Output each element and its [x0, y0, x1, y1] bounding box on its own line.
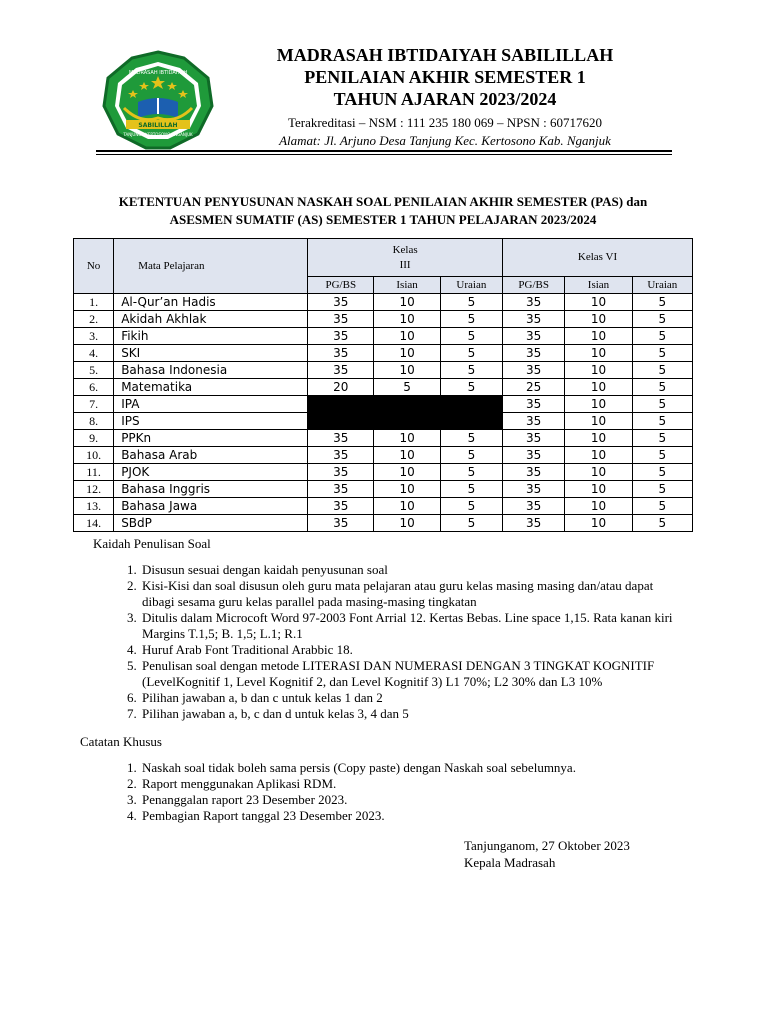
- signature-block: [464, 837, 630, 871]
- k6-pgbs-value: 35: [503, 294, 565, 311]
- subject-name: Al-Qur’an Hadis: [114, 294, 308, 311]
- subject-name: Matematika: [114, 379, 308, 396]
- catatan-item: 1. Naskah soal tidak boleh sama persis (Copy paste) dengan Naskah soal sebelumnya.: [140, 760, 680, 776]
- logo-band-text: SABILILLAH: [138, 122, 178, 129]
- kaidah-label: Kaidah Penulisan Soal: [93, 536, 211, 551]
- row-number: 2.: [74, 311, 114, 328]
- title-line-1: KETENTUAN PENYUSUNAN NASKAH SOAL PENILAIAN AKHIR SEMESTER (PAS) dan: [118, 194, 648, 209]
- logo-top-text: MADRASAH IBTIDAIYAH: [128, 70, 188, 76]
- k6-isian-value: 10: [565, 345, 632, 362]
- k6-uraian-value: 5: [632, 498, 692, 515]
- k6-isian-value: 10: [565, 396, 632, 413]
- k6-uraian-value: 5: [632, 515, 692, 532]
- k3-uraian-value: 5: [440, 481, 502, 498]
- k6-uraian-value: 5: [632, 430, 692, 447]
- k6-isian-value: 10: [565, 481, 632, 498]
- k6-pgbs-value: 35: [503, 396, 565, 413]
- k6-uraian-value: 5: [632, 311, 692, 328]
- k6-uraian-value: 5: [632, 362, 692, 379]
- header-k6-isian: Isian: [565, 277, 632, 294]
- k3-uraian-value: 5: [440, 294, 502, 311]
- header-kelas-3-roman: III: [399, 258, 411, 271]
- k6-uraian-value: 5: [632, 481, 692, 498]
- k6-uraian-value: 5: [632, 413, 692, 430]
- header-k3-pgbs: PG/BS: [308, 277, 374, 294]
- logo-bottom-text: TANJUNG · KERTOSONO · NGANJUK: [123, 132, 193, 137]
- document-title: [72, 193, 694, 229]
- redacted-block: [308, 396, 503, 430]
- notes-section: [80, 536, 680, 824]
- k6-pgbs-value: 35: [503, 345, 565, 362]
- kaidah-item: 4. Huruf Arab Font Traditional Arabbic 18.: [140, 642, 680, 658]
- k6-isian-value: 10: [565, 311, 632, 328]
- k6-pgbs-value: 35: [503, 311, 565, 328]
- table-row: [74, 294, 693, 311]
- catatan-list: [80, 760, 680, 824]
- letterhead-rule-thick: [96, 150, 672, 152]
- catatan-item: 4. Pembagian Raport tanggal 23 Desember 2023.: [140, 808, 680, 824]
- row-number: 9.: [74, 430, 114, 447]
- catatan-item: 3. Penanggalan raport 23 Desember 2023.: [140, 792, 680, 808]
- k6-pgbs-value: 35: [503, 481, 565, 498]
- letterhead: [230, 44, 660, 149]
- row-number: 3.: [74, 328, 114, 345]
- k3-pgbs-value: 35: [308, 362, 374, 379]
- row-number: 12.: [74, 481, 114, 498]
- kaidah-item: 7. Pilihan jawaban a, b, c dan d untuk kelas 3, 4 dan 5: [140, 706, 680, 722]
- k6-uraian-value: 5: [632, 464, 692, 481]
- kaidah-item: 1. Disusun sesuai dengan kaidah penyusunan soal: [140, 562, 680, 578]
- k3-pgbs-value: 35: [308, 515, 374, 532]
- k3-isian-value: 10: [374, 515, 440, 532]
- k3-uraian-value: 5: [440, 328, 502, 345]
- k3-isian-value: 10: [374, 430, 440, 447]
- table-row: [74, 328, 693, 345]
- k6-uraian-value: 5: [632, 447, 692, 464]
- k6-pgbs-value: 35: [503, 328, 565, 345]
- signature-role: Kepala Madrasah: [464, 855, 556, 870]
- row-number: 10.: [74, 447, 114, 464]
- k3-uraian-value: 5: [440, 430, 502, 447]
- k3-uraian-value: 5: [440, 447, 502, 464]
- k6-isian-value: 10: [565, 362, 632, 379]
- k3-pgbs-value: 35: [308, 328, 374, 345]
- header-kelas-3: [308, 239, 503, 277]
- k3-uraian-value: 5: [440, 345, 502, 362]
- k6-pgbs-value: 35: [503, 498, 565, 515]
- table-row: [74, 481, 693, 498]
- subject-name: SKI: [114, 345, 308, 362]
- address-line: Alamat: Jl. Arjuno Desa Tanjung Kec. Kertosono Kab. Nganjuk: [279, 133, 611, 148]
- k3-pgbs-value: 35: [308, 498, 374, 515]
- row-number: 13.: [74, 498, 114, 515]
- k6-pgbs-value: 35: [503, 430, 565, 447]
- row-number: 8.: [74, 413, 114, 430]
- subject-name: IPS: [114, 413, 308, 430]
- header-k3-uraian: Uraian: [440, 277, 502, 294]
- k6-uraian-value: 5: [632, 345, 692, 362]
- row-number: 7.: [74, 396, 114, 413]
- table-row: [74, 498, 693, 515]
- k3-pgbs-value: 35: [308, 294, 374, 311]
- header-kelas-3-label: Kelas: [392, 243, 418, 256]
- subject-name: PPKn: [114, 430, 308, 447]
- k6-isian-value: 10: [565, 515, 632, 532]
- k6-isian-value: 10: [565, 430, 632, 447]
- table-row: [74, 311, 693, 328]
- k6-pgbs-value: 35: [503, 413, 565, 430]
- table-row: [74, 396, 693, 413]
- subject-name: Bahasa Arab: [114, 447, 308, 464]
- k6-uraian-value: 5: [632, 396, 692, 413]
- row-number: 11.: [74, 464, 114, 481]
- table-row: [74, 362, 693, 379]
- subject-name: Bahasa Jawa: [114, 498, 308, 515]
- k3-pgbs-value: 35: [308, 311, 374, 328]
- k3-isian-value: 10: [374, 328, 440, 345]
- subject-name: Bahasa Indonesia: [114, 362, 308, 379]
- kaidah-item: 3. Ditulis dalam Microcoft Word 97-2003 Font Arrial 12. Kertas Bebas. Line space 1,15. Rata kanan kiri Margins T.1,5; B. 1,5; L.1; R.1: [140, 610, 680, 642]
- kaidah-item: 2. Kisi-Kisi dan soal disusun oleh guru mata pelajaran atau guru kelas masing masing dan/atau dapat dibagi sesama guru kelas parallel pada masing-masing tingkatan: [140, 578, 680, 610]
- row-number: 1.: [74, 294, 114, 311]
- k3-uraian-value: 5: [440, 515, 502, 532]
- k6-isian-value: 10: [565, 498, 632, 515]
- k6-isian-value: 10: [565, 328, 632, 345]
- k3-uraian-value: 5: [440, 362, 502, 379]
- table-row: [74, 447, 693, 464]
- k3-uraian-value: 5: [440, 311, 502, 328]
- subject-name: PJOK: [114, 464, 308, 481]
- k6-pgbs-value: 35: [503, 464, 565, 481]
- kaidah-item: 5. Penulisan soal dengan metode LITERASI DAN NUMERASI DENGAN 3 TINGKAT KOGNITIF (LevelKognitif 1, Level Kognitif 2, dan Level Kognitif 3) L1 70%; L2 30% dan L3 10%: [140, 658, 680, 690]
- k3-uraian-value: 5: [440, 379, 502, 396]
- header-k6-uraian: Uraian: [632, 277, 692, 294]
- catatan-label: Catatan Khusus: [80, 734, 162, 749]
- k3-isian-value: 5: [374, 379, 440, 396]
- row-number: 5.: [74, 362, 114, 379]
- letterhead-rule-thin: [96, 154, 672, 155]
- k3-pgbs-value: 35: [308, 464, 374, 481]
- table-row: [74, 515, 693, 532]
- k3-isian-value: 10: [374, 464, 440, 481]
- academic-year: TAHUN AJARAN 2023/2024: [333, 89, 557, 109]
- school-name: MADRASAH IBTIDAIYAH SABILILLAH: [276, 45, 614, 65]
- table-row: [74, 379, 693, 396]
- kaidah-list: [80, 562, 680, 722]
- k6-uraian-value: 5: [632, 294, 692, 311]
- k3-pgbs-value: 35: [308, 345, 374, 362]
- k3-isian-value: 10: [374, 311, 440, 328]
- catatan-item: 2. Raport menggunakan Aplikasi RDM.: [140, 776, 680, 792]
- subject-name: IPA: [114, 396, 308, 413]
- k6-isian-value: 10: [565, 464, 632, 481]
- row-number: 14.: [74, 515, 114, 532]
- header-kelas-6: Kelas VI: [503, 239, 693, 277]
- kaidah-item: 6. Pilihan jawaban a, b dan c untuk kelas 1 dan 2: [140, 690, 680, 706]
- k6-isian-value: 10: [565, 413, 632, 430]
- assessment-name: PENILAIAN AKHIR SEMESTER 1: [304, 67, 586, 87]
- table-row: [74, 464, 693, 481]
- k6-isian-value: 10: [565, 379, 632, 396]
- k3-uraian-value: 5: [440, 464, 502, 481]
- k6-isian-value: 10: [565, 447, 632, 464]
- header-no: No: [74, 239, 114, 294]
- k3-pgbs-value: 35: [308, 447, 374, 464]
- k3-pgbs-value: 35: [308, 481, 374, 498]
- k3-isian-value: 10: [374, 294, 440, 311]
- k3-uraian-value: 5: [440, 498, 502, 515]
- k6-pgbs-value: 35: [503, 447, 565, 464]
- table-row: [74, 430, 693, 447]
- k3-pgbs-value: 20: [308, 379, 374, 396]
- header-k6-pgbs: PG/BS: [503, 277, 565, 294]
- subject-name: Akidah Akhlak: [114, 311, 308, 328]
- exam-structure-table: [73, 238, 693, 532]
- k6-isian-value: 10: [565, 294, 632, 311]
- k6-pgbs-value: 25: [503, 379, 565, 396]
- accreditation-line: Terakreditasi – NSM : 111 235 180 069 – NPSN : 60717620: [287, 115, 603, 130]
- title-line-2: ASESMEN SUMATIF (AS) SEMESTER 1 TAHUN PELAJARAN 2023/2024: [169, 212, 597, 227]
- k3-pgbs-value: 35: [308, 430, 374, 447]
- header-k3-isian: Isian: [374, 277, 440, 294]
- k3-isian-value: 10: [374, 481, 440, 498]
- signature-place-date: Tanjunganom, 27 Oktober 2023: [464, 838, 630, 853]
- k6-uraian-value: 5: [632, 379, 692, 396]
- k6-uraian-value: 5: [632, 328, 692, 345]
- row-number: 6.: [74, 379, 114, 396]
- k3-isian-value: 10: [374, 447, 440, 464]
- k6-pgbs-value: 35: [503, 362, 565, 379]
- k3-isian-value: 10: [374, 362, 440, 379]
- subject-name: Fikih: [114, 328, 308, 345]
- table-row: [74, 345, 693, 362]
- k3-isian-value: 10: [374, 498, 440, 515]
- subject-name: SBdP: [114, 515, 308, 532]
- header-subject: Mata Pelajaran: [114, 239, 308, 294]
- k6-pgbs-value: 35: [503, 515, 565, 532]
- school-logo: [100, 48, 216, 152]
- k3-isian-value: 10: [374, 345, 440, 362]
- row-number: 4.: [74, 345, 114, 362]
- subject-name: Bahasa Inggris: [114, 481, 308, 498]
